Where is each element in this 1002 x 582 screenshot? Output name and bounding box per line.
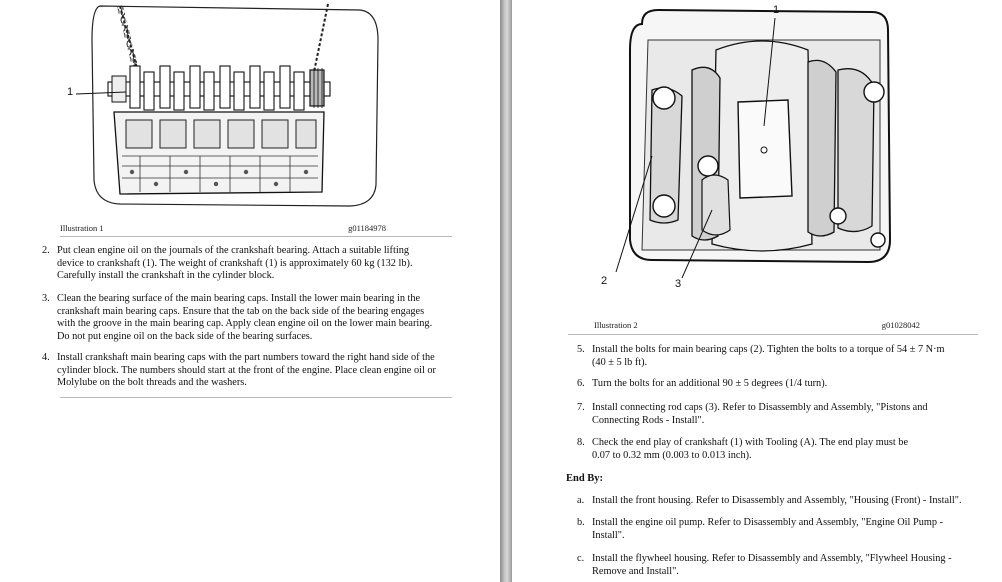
step-number: c. <box>577 553 585 564</box>
step-text <box>592 344 997 369</box>
step-number: b. <box>577 517 585 528</box>
lifting-chain-right <box>314 4 328 72</box>
left-page <box>0 0 500 582</box>
step-number: 3. <box>42 293 50 304</box>
figure-2-caption-label: Illustration 2 <box>594 320 638 330</box>
cylinder-block-drawing <box>114 112 324 194</box>
lifting-chain-left <box>120 6 138 72</box>
end-by-heading: End By: <box>566 473 604 484</box>
step-text-line: Clean the bearing surface of the main bearing caps. Install the lower main bearing in the <box>57 293 421 304</box>
connecting-rod-cap <box>702 175 730 235</box>
step-number: a. <box>577 495 585 506</box>
step-number: 5. <box>577 344 585 355</box>
step-text <box>592 378 997 391</box>
step-text-line: Install the bolts for main bearing caps (2). Tighten the bolts to a torque of 54 ± 7 N·m <box>592 344 945 355</box>
figure-2-callout-2: 2 <box>601 275 608 287</box>
step-number: 8. <box>577 437 585 448</box>
step-text-line: Install the flywheel housing. Refer to Disassembly and Assembly, "Flywheel Housing - <box>592 553 952 564</box>
step-text <box>57 293 462 343</box>
page-gutter <box>500 0 512 582</box>
step-text-line: crankshaft main bearing caps. Ensure that the tab on the back side of the bearing engages <box>57 305 425 317</box>
step-text-line: with the groove in the main bearing cap. Apply clean engine oil on the lower main bearing. <box>57 318 433 330</box>
figure-1-caption <box>60 223 386 233</box>
step-text-line: (40 ± 5 lb ft). <box>592 356 648 368</box>
step-text-line: Turn the bolts for an additional 90 ± 5 degrees (1/4 turn). <box>592 378 828 389</box>
step-text <box>592 402 997 427</box>
step-text-line: Check the end play of crankshaft (1) with Tooling (A). The end play must be <box>592 437 909 448</box>
step-text-line: Molylube on the bolt threads and the washers. <box>57 377 247 389</box>
figure-2-image-id: g01028042 <box>881 320 920 330</box>
step-text-line: cylinder block. The numbers should start at the front of the engine. Place clean engine oil or <box>57 364 436 376</box>
figure-1-caption-label: Illustration 1 <box>60 223 104 233</box>
figure-2-bearing-caps-illustration <box>612 0 912 300</box>
figure-2-caption <box>594 320 920 330</box>
step-text-line: Connecting Rods - Install". <box>592 414 705 426</box>
step-text-line: Do not put engine oil on the back side of the bearing surfaces. <box>57 330 313 342</box>
step-text <box>592 517 997 542</box>
caption-divider-1 <box>60 236 452 237</box>
step-text <box>57 245 462 283</box>
step-text-line: Install crankshaft main bearing caps with the part numbers toward the right hand side of the <box>57 352 435 363</box>
step-text-line: Install the front housing. Refer to Disassembly and Assembly, "Housing (Front) - Install". <box>592 495 962 506</box>
left-bottom-divider <box>60 397 452 398</box>
step-text <box>57 352 462 390</box>
caption-divider-2 <box>568 334 978 335</box>
step-text-line: Install". <box>592 529 625 541</box>
step-text-line: Install connecting rod caps (3). Refer to Disassembly and Assembly, "Pistons and <box>592 402 928 413</box>
step-number: 6. <box>577 378 585 389</box>
step-text <box>592 553 997 578</box>
step-number: 4. <box>42 352 50 363</box>
step-text-line: device to crankshaft (1). The weight of crankshaft (1) is approximately 60 kg (132 lb). <box>57 257 413 269</box>
figure-1-callout-1: 1 <box>67 86 74 98</box>
crankshaft-drawing <box>108 66 330 110</box>
step-number: 2. <box>42 245 50 256</box>
step-text-line: Remove and Install". <box>592 565 679 577</box>
figure-2-callout-3: 3 <box>675 278 682 290</box>
figure-1-crankshaft-illustration <box>60 0 390 215</box>
step-text-line: Install the engine oil pump. Refer to Disassembly and Assembly, "Engine Oil Pump - <box>592 517 944 528</box>
step-text-line: Carefully install the crankshaft in the cylinder block. <box>57 270 275 282</box>
step-text-line: Put clean engine oil on the journals of the crankshaft bearing. Attach a suitable lifting <box>57 245 409 256</box>
figure-1-image-id: g01184978 <box>348 223 386 233</box>
figure-2-callout-1: 1 <box>773 4 780 16</box>
right-page <box>512 0 1002 582</box>
step-number: 7. <box>577 402 585 413</box>
step-text-line: 0.07 to 0.32 mm (0.003 to 0.013 inch). <box>592 449 752 461</box>
step-text <box>592 437 997 462</box>
step-text <box>592 495 997 508</box>
